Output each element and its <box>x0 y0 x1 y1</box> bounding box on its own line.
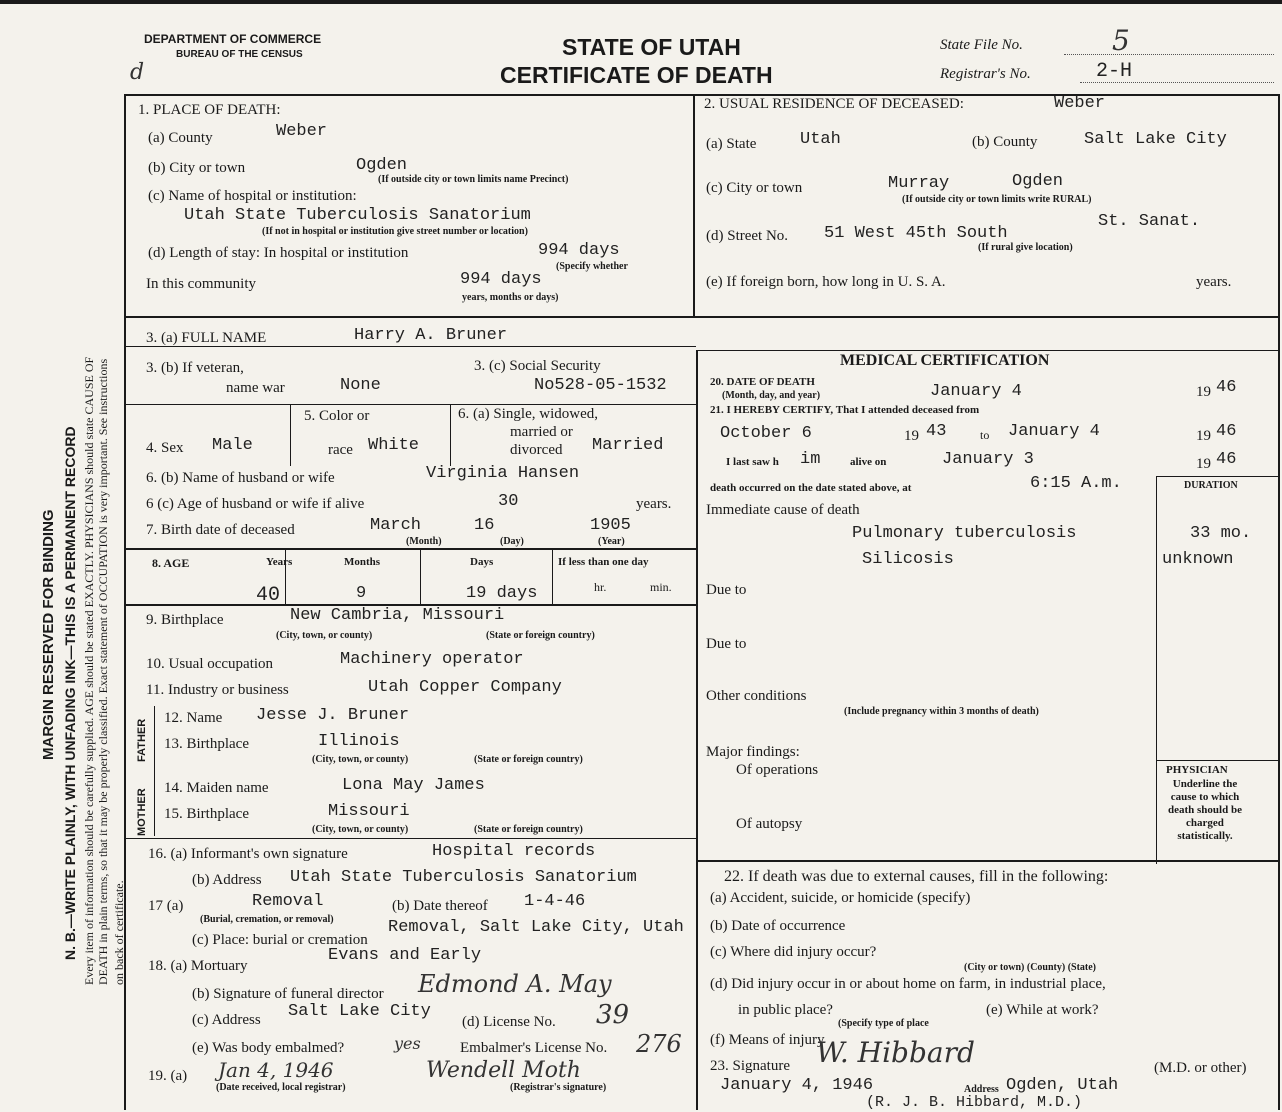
last-saw-him: im <box>800 450 821 469</box>
age-less-header: If less than one day <box>558 556 649 568</box>
parents-bracket <box>154 706 155 836</box>
spouse-value: Virginia Hansen <box>426 464 580 483</box>
margin-instructions-3: on back of certificate. <box>112 880 126 985</box>
embalmed-label: (e) Was body embalmed? <box>192 1040 345 1056</box>
external-d2: in public place? <box>738 1002 833 1018</box>
mother-bp-label: 15. Birthplace <box>164 806 249 822</box>
pod-hospital-label: (c) Name of hospital or institution: <box>148 188 357 204</box>
director-label: (b) Signature of funeral director <box>192 986 384 1002</box>
row-divider-1 <box>124 316 1280 318</box>
due-to-2-label: Due to <box>706 636 747 652</box>
age-months-value: 9 <box>356 584 367 603</box>
age-div-3 <box>552 550 553 606</box>
registrar-no-value: 2-H <box>1096 60 1133 83</box>
external-divider <box>696 860 1280 862</box>
marital-value: Married <box>592 436 664 455</box>
sex-value: Male <box>212 436 253 455</box>
state-file-label: State File No. <box>940 37 1023 53</box>
physician-address-label: Address <box>964 1084 999 1095</box>
age-label: 8. AGE <box>152 556 190 570</box>
external-heading: 22. If death was due to external causes, fill in the following: <box>724 868 1109 885</box>
res-city-value-2: Ogden <box>1012 172 1064 191</box>
row-divider-5 <box>124 838 696 839</box>
pod-community-label: In this community <box>146 276 256 292</box>
burial-place-value: Removal, Salt Lake City, Utah <box>388 918 684 937</box>
external-e: (e) While at work? <box>986 1002 1099 1018</box>
row-divider-2 <box>124 404 696 405</box>
registrar-label: 19. (a) <box>148 1068 188 1084</box>
age-hr-label: hr. <box>594 580 607 594</box>
mortuary-address-label: (c) Address <box>192 1012 261 1028</box>
race-value: White <box>368 436 420 455</box>
res-street-label: (d) Street No. <box>706 228 789 244</box>
burial-label: 17 (a) <box>148 898 184 914</box>
birth-day-note: (Day) <box>500 536 524 547</box>
father-bp-label: 13. Birthplace <box>164 736 249 752</box>
pod-stay-hospital: 994 days <box>538 241 620 260</box>
father-bp-state-note: (State or foreign country) <box>474 754 583 765</box>
external-d: (d) Did injury occur in or about home on farm, in industrial place, <box>710 976 1106 992</box>
date-of-death-year-prefix: 19 <box>1196 384 1211 400</box>
immediate-cause-label: Immediate cause of death <box>706 502 860 518</box>
res-state-value: Utah <box>800 130 841 149</box>
last-saw-label: I last saw h <box>726 456 779 468</box>
state-file-dotline <box>1064 54 1274 55</box>
registrar-note-2: (Registrar's signature) <box>510 1082 607 1093</box>
physician-top-line <box>1156 760 1280 761</box>
age-years-value: 40 <box>256 584 281 607</box>
burial-date-label: (b) Date thereof <box>392 898 488 914</box>
res-state-label: (a) State <box>706 136 757 152</box>
pod-stay-community: 994 days <box>460 270 542 289</box>
state-title: STATE OF UTAH <box>562 34 741 60</box>
pod-county-label: (a) County <box>148 130 213 146</box>
registrar-signature: Wendell Moth <box>426 1058 581 1083</box>
margin-mark: d <box>130 60 145 85</box>
medical-header-line <box>696 350 1280 351</box>
birth-date-label: 7. Birth date of deceased <box>146 522 295 538</box>
father-bp-value: Illinois <box>318 732 400 751</box>
operations-label: Of operations <box>736 762 819 778</box>
dept-label: DEPARTMENT OF COMMERCE <box>144 32 322 46</box>
last-saw-year-prefix: 19 <box>1196 456 1211 472</box>
pod-county-value: Weber <box>276 122 328 141</box>
external-c-notes: (City or town) (County) (State) <box>964 962 1097 973</box>
margin-permanent-text: N. B.—WRITE PLAINLY, WITH UNFADING INK—THIS IS A PERMANENT RECORD <box>62 426 78 960</box>
mortuary-label: 18. (a) Mortuary <box>148 958 248 974</box>
physician-typed-name: (R. J. B. Hibbard, M.D.) <box>866 1094 1083 1111</box>
row-divider-3 <box>124 548 696 550</box>
mother-bp-value: Missouri <box>328 802 410 821</box>
mortuary-address-value: Salt Lake City <box>288 1002 431 1021</box>
burial-note: (Burial, cremation, or removal) <box>200 914 334 925</box>
age-years-header: Years <box>266 556 293 568</box>
margin-instructions-2: DEATH in plain terms, so that it may be properly classified. Exact statement of OCCUPATION is very important. See instructions <box>96 358 110 985</box>
residence-heading: 2. USUAL RESIDENCE OF DECEASED: <box>704 96 964 112</box>
age-days-header: Days <box>470 556 494 568</box>
birth-month-value: March <box>370 516 422 535</box>
external-d-note: (Specify type of place <box>838 1018 929 1029</box>
informant-addr-value: Utah State Tuberculosis Sanatorium <box>290 868 637 887</box>
father-side-label: FATHER <box>136 718 148 762</box>
informant-value: Hospital records <box>432 842 596 861</box>
cause-1: Pulmonary tuberculosis <box>852 524 1077 543</box>
res-county-label: (b) County <box>972 134 1038 150</box>
form-right-border <box>1278 94 1280 1110</box>
physician-signature: W. Hibbard <box>816 1036 975 1069</box>
other-conditions-label: Other conditions <box>706 688 807 704</box>
industry-label: 11. Industry or business <box>146 682 289 698</box>
age-div-2 <box>420 550 421 606</box>
res-street-note: (If rural give location) <box>978 242 1073 253</box>
license-value: 39 <box>596 1000 630 1030</box>
color-label: 5. Color or <box>304 408 370 424</box>
occurred-time: 6:15 A.m. <box>1030 474 1122 493</box>
mother-name-value: Lona May James <box>342 776 485 795</box>
physician-header: PHYSICIAN <box>1166 764 1228 776</box>
occupation-label: 10. Usual occupation <box>146 656 274 672</box>
external-a: (a) Accident, suicide, or homicide (specify) <box>710 890 971 906</box>
date-of-death-label: 20. DATE OF DEATH <box>710 376 815 388</box>
attended-to-year: 46 <box>1216 422 1237 441</box>
pod-city-note: (If outside city or town limits name Precinct) <box>378 174 569 185</box>
race-label: race <box>328 442 353 458</box>
duration-column-line <box>1156 476 1157 864</box>
mother-side-label: MOTHER <box>136 788 148 836</box>
date-of-death-year: 46 <box>1216 378 1237 397</box>
age-days-value: 19 days <box>466 584 538 603</box>
birth-year-value: 1905 <box>590 516 631 535</box>
date-of-death-value: January 4 <box>930 382 1022 401</box>
mother-name-label: 14. Maiden name <box>164 780 269 796</box>
ss-value: No528-05-1532 <box>534 376 667 395</box>
res-city-value: Murray <box>888 174 950 193</box>
physician-note: Underline the cause to which death should be charged statistically. <box>1168 778 1242 842</box>
top-edge-line <box>0 0 1282 4</box>
pod-hospital-note: (If not in hospital or institution give street number or location) <box>262 226 528 237</box>
cause-1-duration: 33 mo. <box>1190 524 1252 543</box>
cause-2-duration: unknown <box>1162 550 1234 569</box>
mother-bp-state-note: (State or foreign country) <box>474 824 583 835</box>
industry-value: Utah Copper Company <box>368 678 562 697</box>
medical-divider <box>696 350 698 1110</box>
father-bp-city-note: (City, town, or county) <box>312 754 409 765</box>
certificate-title: CERTIFICATE OF DEATH <box>500 62 773 88</box>
date-of-death-note: (Month, day, and year) <box>722 390 821 401</box>
embalmer-license-value: 276 <box>636 1030 682 1058</box>
burial-value: Removal <box>252 892 324 911</box>
major-findings-label: Major findings: <box>706 744 800 760</box>
father-name-value: Jesse J. Bruner <box>256 706 410 725</box>
margin-binding-text: MARGIN RESERVED FOR BINDING <box>40 509 57 760</box>
attended-from-year-prefix: 19 <box>904 428 919 444</box>
marital-label-3: divorced <box>510 442 563 458</box>
burial-place-label: (c) Place: burial or cremation <box>192 932 368 948</box>
registrar-date: Jan 4, 1946 <box>218 1058 334 1082</box>
residence-heading-value: Weber <box>1054 94 1106 113</box>
pod-city-label: (b) City or town <box>148 160 246 176</box>
spouse-age-unit: years. <box>636 496 672 512</box>
attended-from-year: 43 <box>926 422 947 441</box>
age-months-header: Months <box>344 556 381 568</box>
top-divider <box>693 94 695 316</box>
autopsy-label: Of autopsy <box>736 816 803 832</box>
ss-label: 3. (c) Social Security <box>474 358 601 374</box>
spouse-age-label: 6 (c) Age of husband or wife if alive <box>146 496 365 512</box>
physician-address: Ogden, Utah <box>1006 1076 1119 1095</box>
external-f: (f) Means of injury <box>710 1032 825 1048</box>
mother-bp-city-note: (City, town, or county) <box>312 824 409 835</box>
other-conditions-note: (Include pregnancy within 3 months of death) <box>844 706 1039 717</box>
res-city-label: (c) City or town <box>706 180 803 196</box>
color-marital-divider <box>450 404 451 466</box>
form-top-border <box>124 94 1280 96</box>
certify-text: 21. I HEREBY CERTIFY, That I attended deceased from <box>710 404 980 416</box>
registrar-dotline <box>1080 82 1274 83</box>
birthplace-city-note: (City, town, or county) <box>276 630 373 641</box>
physician-sign-date: January 4, 1946 <box>720 1076 874 1095</box>
full-name-label: 3. (a) FULL NAME <box>146 330 267 346</box>
duration-header: DURATION <box>1184 480 1238 491</box>
veteran-label-2: name war <box>226 380 285 396</box>
birthplace-state-note: (State or foreign country) <box>486 630 595 641</box>
registrar-note-1: (Date received, local registrar) <box>216 1082 346 1093</box>
res-foreign-label: (e) If foreign born, how long in U. S. A. <box>706 274 946 290</box>
attended-to-year-prefix: 19 <box>1196 428 1211 444</box>
marital-label-2: married or <box>510 424 573 440</box>
spouse-age-value: 30 <box>498 492 519 511</box>
margin-instructions-1: Every item of information should be carefully supplied. AGE should be stated EXACTLY. PHYSICIANS should state CAUSE OF <box>82 356 96 985</box>
sex-label: 4. Sex <box>146 440 184 456</box>
res-foreign-unit: years. <box>1196 274 1232 290</box>
res-county-value: Salt Lake City <box>1084 130 1227 149</box>
bureau-label: BUREAU OF THE CENSUS <box>176 49 303 60</box>
md-label: (M.D. or other) <box>1154 1060 1247 1076</box>
veteran-label-1: 3. (b) If veteran, <box>146 360 244 376</box>
father-name-label: 12. Name <box>164 710 223 726</box>
pod-community-note: years, months or days) <box>462 292 559 303</box>
pod-hospital-value: Utah State Tuberculosis Sanatorium <box>184 206 531 225</box>
registrar-no-label: Registrar's No. <box>940 66 1031 82</box>
res-city-note: (If outside city or town limits write RURAL) <box>902 194 1092 205</box>
last-saw-label-2: alive on <box>850 456 887 468</box>
cause-2: Silicosis <box>862 550 954 569</box>
birthplace-label: 9. Birthplace <box>146 612 224 628</box>
medical-heading: MEDICAL CERTIFICATION <box>840 352 1050 369</box>
embalmer-license-label: Embalmer's License No. <box>460 1040 608 1056</box>
state-file-value: 5 <box>1112 24 1130 57</box>
pod-city-value: Ogden <box>356 156 408 175</box>
sex-color-divider <box>290 404 291 466</box>
embalmed-value: yes <box>394 1034 421 1053</box>
external-b: (b) Date of occurrence <box>710 918 846 934</box>
occupation-value: Machinery operator <box>340 650 524 669</box>
age-min-label: min. <box>650 580 672 594</box>
license-label: (d) License No. <box>462 1014 556 1030</box>
physician-signature-label: 23. Signature <box>710 1058 790 1074</box>
burial-date-value: 1-4-46 <box>524 892 586 911</box>
full-name-value: Harry A. Bruner <box>354 326 508 345</box>
attended-to-label: to <box>980 428 990 442</box>
last-saw-date: January 3 <box>942 450 1034 469</box>
due-to-1-label: Due to <box>706 582 747 598</box>
place-of-death-heading: 1. PLACE OF DEATH: <box>138 102 281 118</box>
director-signature: Edmond A. May <box>418 970 612 998</box>
res-street-value-2: St. Sanat. <box>1098 212 1201 231</box>
birthplace-value: New Cambria, Missouri <box>290 606 505 625</box>
marital-label-1: 6. (a) Single, widowed, <box>458 406 598 422</box>
last-saw-year: 46 <box>1216 450 1237 469</box>
duration-top-line <box>1156 476 1280 477</box>
attended-to: January 4 <box>1008 422 1100 441</box>
occurred-label: death occurred on the date stated above, at <box>710 482 912 494</box>
mortuary-value: Evans and Early <box>328 946 482 965</box>
informant-addr-label: (b) Address <box>192 872 262 888</box>
spouse-label: 6. (b) Name of husband or wife <box>146 470 335 486</box>
birth-year-note: (Year) <box>598 536 625 547</box>
birth-month-note: (Month) <box>406 536 442 547</box>
pod-stay-label: (d) Length of stay: In hospital or institution <box>148 245 409 261</box>
res-street-value: 51 West 45th South <box>824 224 1008 243</box>
pod-stay-note: (Specify whether <box>556 261 628 272</box>
attended-from: October 6 <box>720 424 812 443</box>
informant-label: 16. (a) Informant's own signature <box>148 846 348 862</box>
external-c: (c) Where did injury occur? <box>710 944 877 960</box>
veteran-value: None <box>340 376 381 395</box>
birth-day-value: 16 <box>474 516 495 535</box>
